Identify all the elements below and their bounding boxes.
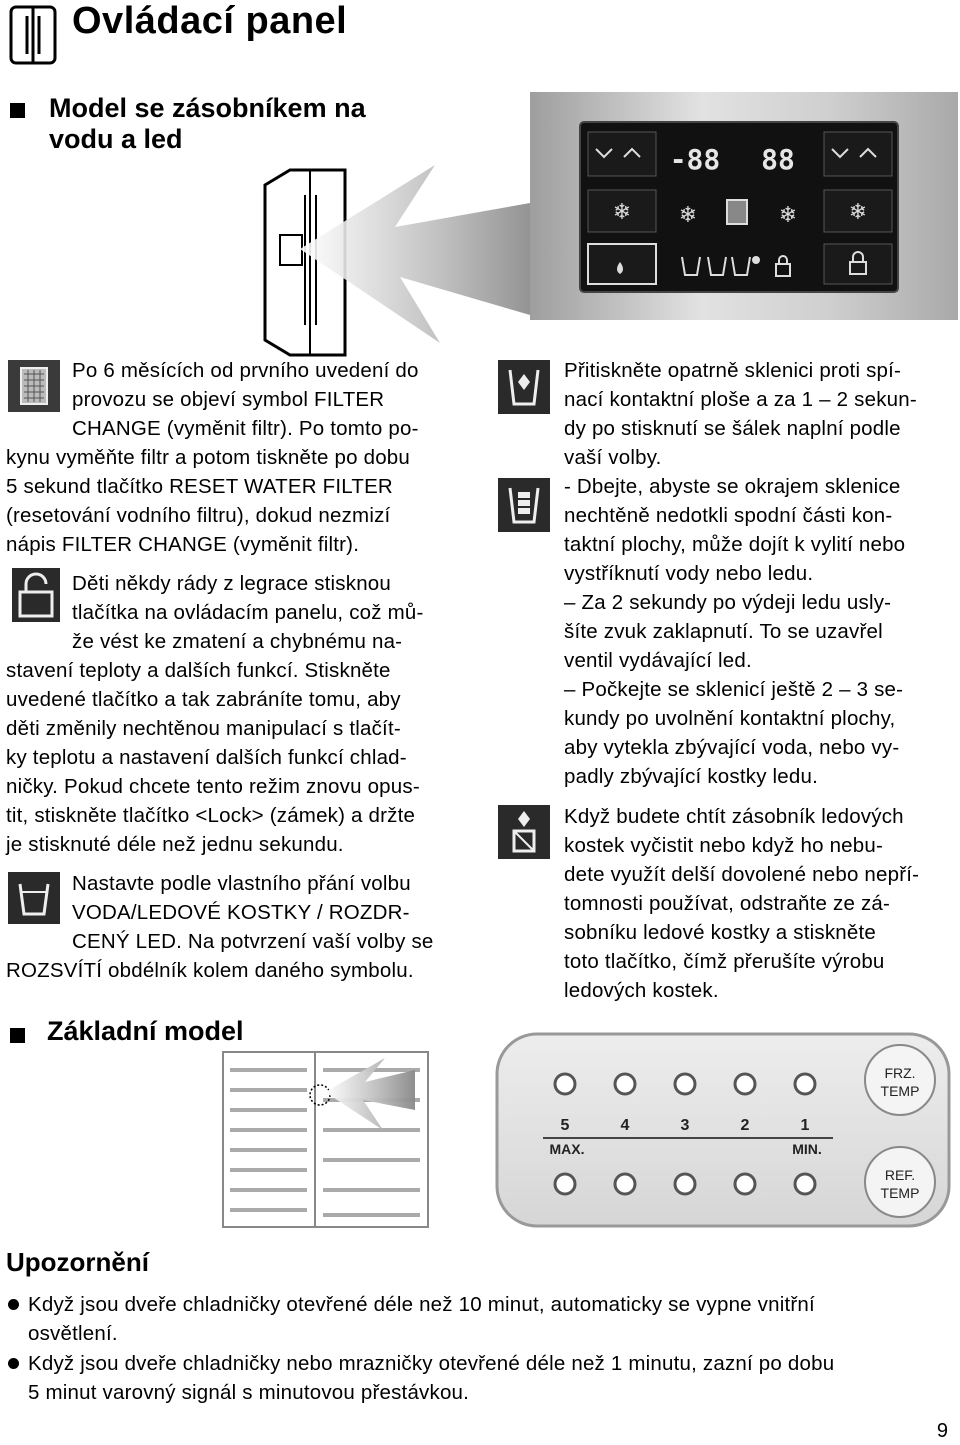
text-line: provozu se objeví symbol FILTER — [72, 388, 385, 411]
text-line: kynu vyměňte filtr a potom tiskněte po dobu — [6, 446, 411, 469]
text-line: - Dbejte, abyste se okrajem sklenice — [564, 475, 901, 498]
section-marker — [10, 103, 25, 118]
display-left: -88 — [669, 143, 721, 176]
level-1: 1 — [800, 1117, 810, 1134]
text-line: VODA/LEDOVÉ KOSTKY / ROZDR- — [72, 901, 410, 924]
text-line: Nastavte podle vlastního přání volbu — [72, 872, 411, 895]
fridge-icon — [8, 4, 58, 66]
page-number: 9 — [936, 1420, 948, 1442]
page-title: Ovládací panel — [72, 0, 348, 42]
section-heading-dispenser — [49, 93, 366, 155]
text-line: vystříknutí vody nebo ledu. — [564, 562, 814, 585]
text-line: vaší volby. — [564, 446, 662, 469]
text-line: ROZSVÍTÍ obdélník kolem daného symbolu. — [6, 959, 414, 982]
warning-heading: Upozornění — [6, 1247, 149, 1277]
dispenser-cup-icon — [498, 360, 550, 414]
bullet-dot — [8, 1358, 19, 1369]
text-line: Když budete chtít zásobník ledových — [564, 805, 904, 828]
section-heading-line: Model se zásobníkem na — [49, 93, 366, 123]
filter-instructions — [6, 356, 476, 559]
text-line: Děti někdy rády z legrace stisknou — [72, 572, 392, 595]
ref-temp-label-2: TEMP — [880, 1185, 920, 1201]
level-3: 3 — [680, 1117, 690, 1134]
text-line: CENÝ LED. Na potvrzení vaší volby se — [72, 930, 434, 953]
text-line: je stisknuté déle než jednu sekundu. — [6, 833, 344, 856]
ref-temp-label-1: REF. — [884, 1167, 916, 1183]
text-line: ledových kostek. — [564, 979, 719, 1002]
section-heading-line: vodu a led — [49, 124, 183, 154]
water-selection-instructions — [6, 869, 476, 985]
warning-bullet — [28, 1349, 948, 1407]
text-line: – Za 2 sekundy po výdeji ledu usly- — [564, 591, 892, 614]
text-line: tit, stiskněte tlačítko <Lock> (zámek) a držte — [6, 804, 416, 827]
text-line: – Počkejte se sklenicí ještě 2 – 3 se- — [564, 678, 904, 701]
text-line: ničky. Pokud chcete tento režim znovu opus- — [6, 775, 420, 798]
basic-control-panel — [493, 1030, 953, 1230]
text-line: 5 sekund tlačítko RESET WATER FILTER — [6, 475, 393, 498]
text-line: kostek vyčistit nebo když ho nebu- — [564, 834, 884, 857]
text-line: aby vytekla zbývající voda, nebo vy- — [564, 736, 900, 759]
svg-text:❄: ❄ — [848, 200, 868, 225]
lock-instructions — [6, 569, 476, 859]
fridge-basic-illustration — [215, 1030, 505, 1230]
control-panel-photo — [530, 92, 958, 320]
text-line: sobníku ledové kostky a stiskněte — [564, 921, 876, 944]
text-line: dete využít delší dovolené nebo nepří- — [564, 863, 920, 886]
bullet-line: osvětlení. — [28, 1322, 118, 1345]
text-line: nechtěně nedotkli spodní části kon- — [564, 504, 893, 527]
text-line: padly zbývající kostky ledu. — [564, 765, 818, 788]
min-label: MIN. — [792, 1141, 822, 1157]
text-line: že vést ke zmatení a chybnému na- — [72, 630, 403, 653]
text-line: nápis FILTER CHANGE (vyměnit filtr). — [6, 533, 360, 556]
bullet-line: Když jsou dveře chladničky nebo mrazničky otevřené déle než 1 minutu, zazní po dobu — [28, 1352, 835, 1375]
text-line: ky teplotu a nastavení dalších funkcí chlad- — [6, 746, 407, 769]
ice-cubes-icon — [498, 478, 550, 532]
text-line: (resetování vodního filtru), dokud nezmizí — [6, 504, 391, 527]
text-line: šíte zvuk zaklapnutí. To se uzavřel — [564, 620, 883, 643]
level-2: 2 — [740, 1117, 750, 1134]
text-line: taktní plochy, může dojít k vylití nebo — [564, 533, 906, 556]
ice-stop-icon — [498, 805, 550, 859]
text-line: uvedené tlačítko a tak zabráníte tomu, aby — [6, 688, 401, 711]
text-line: tomnosti používat, odstraňte ze zá- — [564, 892, 891, 915]
level-4: 4 — [620, 1117, 630, 1134]
section-heading-basic: Základní model — [47, 1016, 244, 1046]
section-marker — [10, 1028, 25, 1043]
display-right: 88 — [761, 143, 795, 176]
svg-text:❄: ❄ — [678, 203, 698, 228]
level-5: 5 — [560, 1117, 570, 1134]
text-line: Přitiskněte opatrně sklenici proti spí- — [564, 359, 902, 382]
text-line: CHANGE (vyměnit filtr). Po tomto po- — [72, 417, 419, 440]
warning-bullet — [28, 1290, 948, 1348]
bullet-dot — [8, 1299, 19, 1310]
svg-text:❄: ❄ — [778, 203, 798, 228]
text-line: Po 6 měsících od prvního uvedení do — [72, 359, 419, 382]
bullet-line: Když jsou dveře chladničky otevřené déle než 10 minut, automaticky se vypne vnitřní — [28, 1293, 815, 1316]
text-line: děti změnily nechtěnou manipulací s tlačít- — [6, 717, 401, 740]
text-line: toto tlačítko, čímž přerušíte výrobu — [564, 950, 885, 973]
text-line: tlačítka na ovládacím panelu, což mů- — [72, 601, 424, 624]
dispense-instructions — [564, 356, 956, 791]
frz-temp-label-2: TEMP — [880, 1083, 920, 1099]
bullet-line: 5 minut varovný signál s minutovou přestávkou. — [28, 1381, 470, 1404]
text-line: nací kontaktní ploše a za 1 – 2 sekun- — [564, 388, 917, 411]
svg-text:❄: ❄ — [612, 200, 632, 225]
frz-temp-label-1: FRZ. — [884, 1065, 916, 1081]
fridge-dispenser-illustration — [250, 165, 530, 360]
text-line: ventil vydávající led. — [564, 649, 752, 672]
text-line: dy po stisknutí se šálek naplní podle — [564, 417, 901, 440]
ice-stop-instructions — [564, 802, 956, 1005]
max-label: MAX. — [549, 1141, 585, 1157]
text-line: stavení teploty a dalších funkcí. Stiskněte — [6, 659, 391, 682]
text-line: kundy po uvolnění kontaktní plochy, — [564, 707, 896, 730]
